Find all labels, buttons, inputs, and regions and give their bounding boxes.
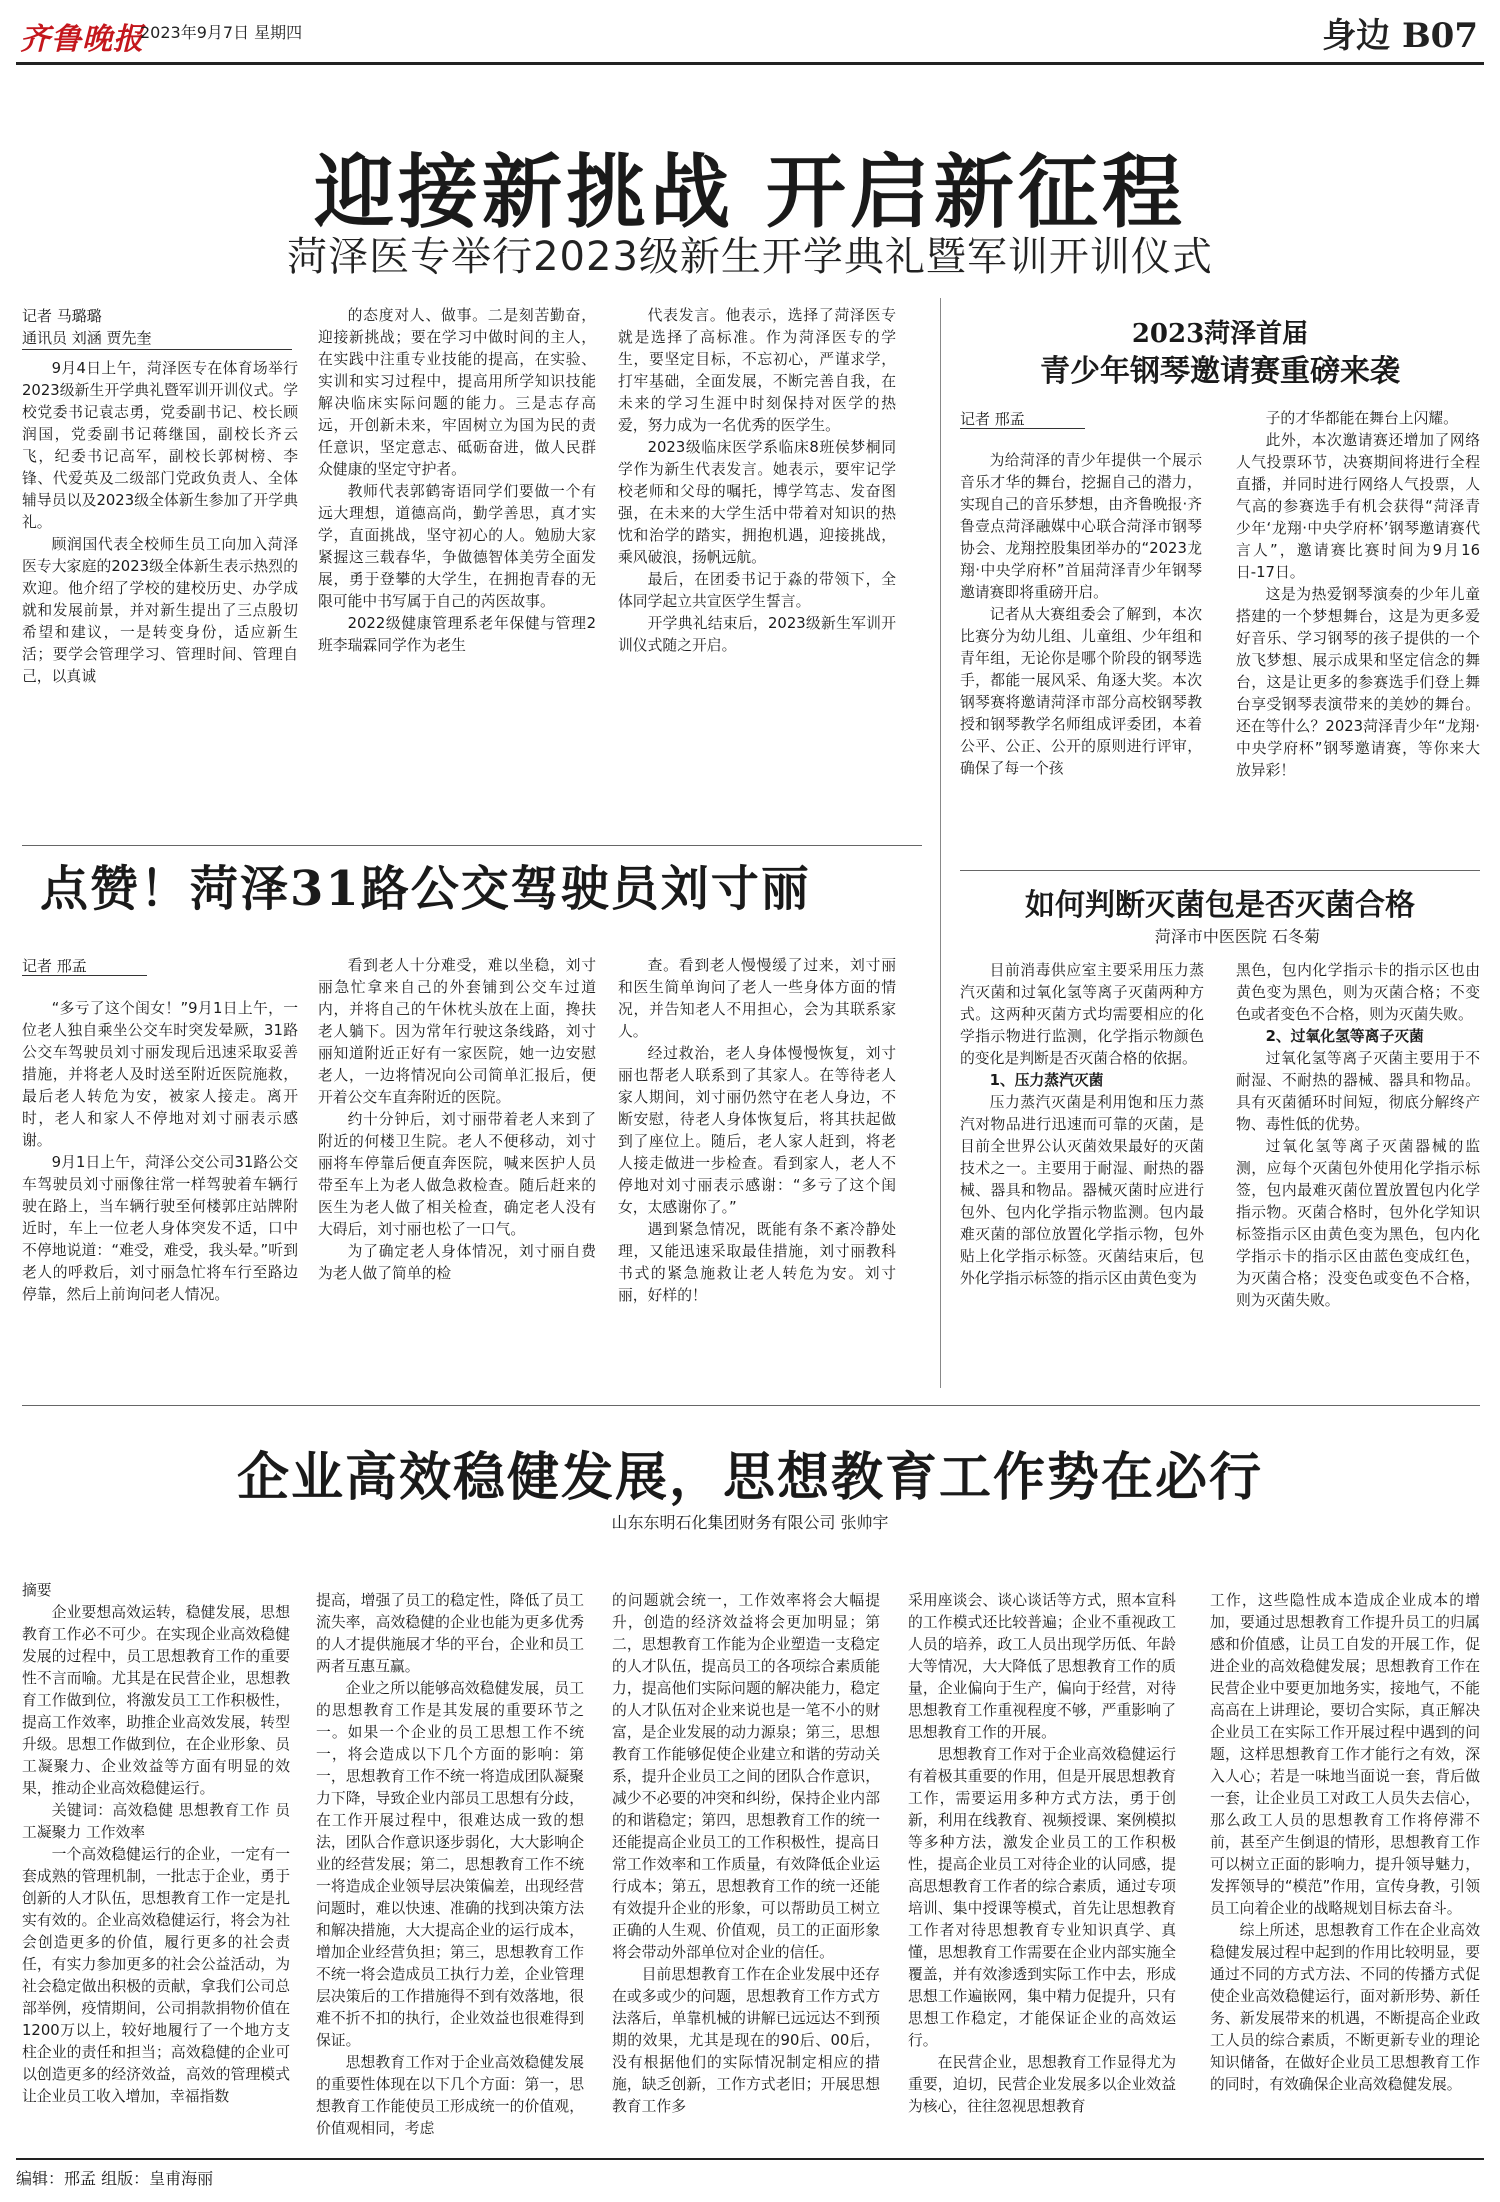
paragraph: 企业之所以能够高效稳健发展，员工的思想教育工作是其发展的重要环节之一。如果一个企业的员工思想工作不统一，将会造成以下几个方面的影响：第一，思想教育工作不统一将造成团队凝聚力下降，导致企业内部员工思想有分歧，在工作开展过程中，很难达成一致的想法，团队合作意识逐步弱化，大大影响企业的经营发展；第二，思想教育工作不统一将造成企业领导层决策偏差，出现经营问题时，难以快速、准确的找到决策方法和解决措施，大大提高企业的运行成本，增加企业经营负担；第三，思想教育工作不统一将会造成员工执行力差，企业管理层决策后的工作措施得不到有效落地，很难不折不扣的执行，企业效益也很难得到保证。 [316, 1680, 584, 2049]
section-divider [960, 870, 1480, 871]
article1-title: 迎接新挑战 开启新征程 [314, 145, 1186, 239]
section-divider [22, 845, 922, 846]
paragraph: 子的才华都能在舞台上闪耀。 [1265, 410, 1458, 427]
paragraph: 采用座谈会、谈心谈话等方式，照本宣科的工作模式还比较普遍；企业不重视政工人员的培养，政工人员出现学历低、年龄大等情况，大大降低了思想教育工作的质量，企业偏向于生产，偏向于经营，对待思想教育工作重视程度不够，严重影响了思想教育工作的开展。 [908, 1592, 1176, 1741]
article2-byline [960, 408, 1200, 430]
paragraph: 开学典礼结束后，2023级新生军训开训仪式随之开启。 [618, 615, 896, 654]
article5-col1 [22, 1580, 290, 2150]
article1-col3 [618, 305, 896, 753]
paragraph: 过氧化氢等离子灭菌主要用于不耐湿、不耐热的器械、器具和物品。具有灭菌循环时间短，彻底分解终产物、毒性低的优势。 [1236, 1050, 1480, 1133]
paragraph: 目前思想教育工作在企业发展中还存在或多或少的问题，思想教育工作方式方法落后，单靠机械的讲解已远远达不到预期的效果，尤其是现在的90后、00后，没有根据他们的实际情况制定相应的措施，缺乏创新，工作方式老旧；开展思想教育工作多 [612, 1966, 880, 2115]
article2-title-line1: 2023菏泽首届 [1131, 319, 1309, 349]
paragraph: 摘要 [22, 1582, 52, 1599]
article5-author: 山东东明石化集团财务有限公司 张帅宇 [611, 1513, 889, 1532]
paragraph: 的态度对人、做事。二是刻苦勤奋，迎接新挑战；要在学习中做时间的主人，在实践中注重专业技能的提高，在实验、实训和实习过程中，提高用所学知识技能解决临床实际问题的能力。三是志存高远，开创新未来，牢固树立为国为民的责任意识，坚定意志、砥砺奋进，做人民群众健康的坚定守护者。 [318, 307, 596, 478]
paragraph: 关键词：高效稳健 思想教育工作 员工凝聚力 工作效率 [22, 1802, 290, 1841]
footer-divider [16, 2158, 1484, 2160]
article4-title: 如何判断灭菌包是否灭菌合格 [1025, 888, 1415, 923]
article1-col2 [318, 305, 596, 753]
paragraph: “多亏了这个闺女！”9月1日上午，一位老人独自乘坐公交车时突发晕厥，31路公交车驾驶员刘寸丽发现后迅速采取妥善措施，并将老人及时送至附近医院施救，最后老人转危为安，被家人接走。离开时，老人和家人不停地对刘寸丽表示感谢。 [22, 1000, 298, 1149]
article1-subtitle: 菏泽医专举行2023级新生开学典礼暨军训开训仪式 [287, 234, 1213, 280]
paragraph: 过氧化氢等离子灭菌器械的监测，应每个灭菌包外使用化学指示标签，包内最难灭菌位置放置包内化学指示物。灭菌合格时，包外化学知识标签指示区由黄色变为黑色，包内化学指示卡的指示区由蓝色变成红色，为灭菌合格；没变色或变色不合格，则为灭菌失败。 [1236, 1138, 1480, 1309]
article1-col1 [22, 358, 298, 753]
article2-col2 [1236, 408, 1480, 890]
article4-author: 菏泽市中医医院 石冬菊 [1154, 927, 1320, 946]
paragraph: 经过救治，老人身体慢慢恢复，刘寸丽也帮老人联系到了其家人。在等待老人家人期间，刘寸丽仍然守在老人身边，不断安慰，待老人身体恢复后，将其扶起做到了座位上。随后，老人家人赶到，将老人接走做进一步检查。看到家人，老人不停地对刘寸丽表示感谢：“多亏了这个闺女，太感谢你了。” [618, 1045, 896, 1216]
article5-col4 [908, 1590, 1176, 2150]
paragraph: 2023级临床医学系临床8班侯梦桐同学作为新生代表发言。她表示，要牢记学校老师和父母的嘱托，博学笃志、发奋图强，在未来的大学生活中带着对知识的热忱和治学的踏实，拥抱机遇，迎接挑战，乘风破浪，扬帆远航。 [618, 439, 896, 566]
article3-col3 [618, 955, 896, 1393]
paragraph: 企业要想高效运转，稳健发展，思想教育工作必不可少。在实现企业高效稳健发展的过程中，员工思想教育工作的重要性不言而喻。尤其是在民营企业，思想教育工作做到位，将激发员工工作积极性，提高工作效率，助推企业高效发展，转型升级。思想工作做到位，在企业形象、员工凝聚力、企业效益等方面有明显的效果，推动企业高效稳健运行。 [22, 1604, 290, 1797]
paragraph: 查。看到老人慢慢缓了过来，刘寸丽和医生简单询问了老人一些身体方面的情况，并告知老人不用担心，会为其联系家人。 [618, 957, 896, 1040]
article3-col2 [318, 955, 596, 1393]
article1-byline [22, 305, 292, 350]
article5-col5 [1210, 1590, 1480, 2150]
subheading: 1、压力蒸汽灭菌 [989, 1072, 1104, 1089]
section-divider [22, 1405, 1480, 1406]
article2-col1 [960, 450, 1202, 890]
paragraph: 工作，这些隐性成本造成企业成本的增加，要通过思想教育工作提升员工的归属感和价值感，让员工自发的开展工作，促进企业的高效稳健发展；思想教育工作在民营企业中要更加地务实，接地气，不能高高在上讲理论，要切合实际，真正解决企业员工在实际工作开展过程中遇到的问题，这样思想教育工作才能行之有效，深入人心；若是一味地当面说一套，背后做一套，让企业员工对政工人员失去信心，那么政工人员的思想教育工作将停滞不前，甚至产生倒退的情形，思想教育工作可以树立正面的影响力，提升领导魅力，发挥领导的“模范”作用，宣传身教，引领员工向着企业的战略规划目标去奋斗。 [1210, 1592, 1480, 1917]
paragraph: 思想教育工作对于企业高效稳健运行有着极其重要的作用，但是开展思想教育工作，需要运用多种方式方法，勇于创新，利用在线教育、视频授课、案例模拟等多种方法，激发企业员工的工作积极性，提高企业员工对待企业的认同感，提高思想教育工作者的综合素质，通过专项培训、集中授课等模式，首先让思想教育工作者对待思想教育专业知识真学、真懂，思想教育工作需要在企业内部实施全覆盖，并有效渗透到实际工作中去，形成思想工作遍嵌网，集中精力促提升，只有思想工作稳定，才能保证企业的高效运行。 [908, 1746, 1176, 2049]
article2-byline-reporter: 记者 邢孟 [960, 410, 1085, 429]
paragraph: 遇到紧急情况，既能有条不紊冷静处理，又能迅速采取最佳措施，刘寸丽教科书式的紧急施救让老人转危为安。刘寸丽，好样的！ [618, 1221, 896, 1304]
article3-title: 点赞！菏泽31路公交驾驶员刘寸丽 [40, 861, 811, 917]
paragraph: 为了确定老人身体情况，刘寸丽自费为老人做了简单的检 [318, 1243, 596, 1282]
paragraph: 2022级健康管理系老年保健与管理2班李瑞霖同学作为老生 [318, 615, 596, 654]
column-divider [940, 298, 941, 1388]
article3-byline-reporter: 记者 邢孟 [22, 957, 147, 976]
paragraph: 9月4日上午，菏泽医专在体育场举行2023级新生开学典礼暨军训开训仪式。学校党委书记袁志勇，党委副书记、校长顾润国，党委副书记蒋继国，副校长齐云飞，纪委书记高军，副校长郭树榜、李锋、代爱英及二级部门党政负责人、全体辅导员以及2023级全体新生参加了开学典礼。 [22, 360, 298, 531]
paragraph: 为给菏泽的青少年提供一个展示音乐才华的舞台，挖掘自己的潜力，实现自己的音乐梦想，由齐鲁晚报·齐鲁壹点菏泽融媒中心联合菏泽市钢琴协会、龙翔控股集团举办的“2023龙翔·中央学府杯”首届菏泽青少年钢琴邀请赛即将重磅开启。 [960, 452, 1202, 601]
article2-title [960, 315, 1480, 391]
article4-col1 [960, 960, 1204, 1393]
paragraph: 此外，本次邀请赛还增加了网络人气投票环节，决赛期间将进行全程直播，并同时进行网络人气投票，人气高的参赛选手有机会获得“菏泽青少年‘龙翔·中央学府杯’钢琴邀请赛代言人”，邀请赛比赛时间为9月16日-17日。 [1236, 432, 1480, 581]
article1-byline-correspondent: 通讯员 刘涵 贾先奎 [22, 327, 292, 350]
footer-credits: 编辑：邢孟 组版：皇甫海丽 [16, 2169, 214, 2188]
paragraph: 记者从大赛组委会了解到，本次比赛分为幼儿组、儿童组、少年组和青年组，无论你是哪个阶段的钢琴选手，都能一展风采、角逐大奖。本次钢琴赛将邀请菏泽市部分高校钢琴教授和钢琴教学名师组成评委团，本着公平、公正、公开的原则进行评审，确保了每一个孩 [960, 606, 1202, 777]
paragraph: 9月1日上午，菏泽公交公司31路公交车驾驶员刘寸丽像往常一样驾驶着车辆行驶在路上，当车辆行驶至何楼郭庄站牌附近时，车上一位老人身体突发不适，口中不停地说道：“难受，难受，我头晕。”听到老人的呼救后，刘寸丽急忙将车行至路边停靠，然后上前询问老人情况。 [22, 1154, 298, 1303]
article3-col1 [22, 998, 298, 1393]
article5-col3 [612, 1590, 880, 2150]
article2-title-line2: 青少年钢琴邀请赛重磅来袭 [1040, 354, 1400, 389]
paragraph: 综上所述，思想教育工作在企业高效稳健发展过程中起到的作用比较明显，要通过不同的方式方法、不同的传播方式促使企业高效稳健运行，面对新形势、新任务、新发展带来的机遇，不断提高企业政工人员的综合素质，不断更新专业的理论知识储备，在做好企业员工思想教育工作的同时，有效确保企业高效稳健发展。 [1210, 1922, 1480, 2093]
paragraph: 这是为热爱钢琴演奏的少年儿童搭建的一个梦想舞台，这是为更多爱好音乐、学习钢琴的孩子提供的一个放飞梦想、展示成果和坚定信念的舞台，这是让更多的参赛选手们登上舞台享受钢琴表演带来的美妙的舞台。还在等什么？2023菏泽青少年“龙翔·中央学府杯”钢琴邀请赛，等你来大放异彩！ [1236, 586, 1480, 779]
paragraph: 在民营企业，思想教育工作显得尤为重要，迫切，民营企业发展多以企业效益为核心，往往忽视思想教育 [908, 2054, 1176, 2115]
paragraph: 顾润国代表全校师生员工向加入菏泽医专大家庭的2023级全体新生表示热烈的欢迎。他介绍了学校的建校历史、办学成就和发展前景，并对新生提出了三点殷切希望和建议，一是转变身份，适应新生活；要学会管理学习、管理时间、管理自己，以真诚 [22, 536, 298, 685]
paragraph: 代表发言。他表示，选择了菏泽医专就是选择了高标准。作为菏泽医专的学生，要坚定目标，不忘初心，严谨求学，打牢基础，全面发展，不断完善自我，在未来的学习生涯中时刻保持对医学的热爱，努力成为一名优秀的医学生。 [618, 307, 896, 434]
article5-title: 企业高效稳健发展，思想教育工作势在必行 [236, 1447, 1263, 1508]
article1-byline-reporter: 记者 马璐璐 [22, 307, 102, 325]
paragraph: 最后，在团委书记于淼的带领下，全体同学起立共宣医学生誓言。 [618, 571, 896, 610]
paragraph: 提高，增强了员工的稳定性，降低了员工流失率，高效稳健的企业也能为更多优秀的人才提供施展才华的平台，企业和员工两者互惠互赢。 [316, 1592, 584, 1675]
article3-byline [22, 955, 292, 977]
section-label: 身边 B07 [1322, 16, 1478, 56]
issue-date: 2023年9月7日 星期四 [140, 23, 303, 42]
paragraph: 目前消毒供应室主要采用压力蒸汽灭菌和过氧化氢等离子灭菌两种方式。这两种灭菌方式均需要相应的化学指示物进行监测，化学指示物颜色的变化是判断是否灭菌合格的依据。 [960, 962, 1204, 1067]
article5-col2 [316, 1590, 584, 2150]
paragraph: 黑色，包内化学指示卡的指示区也由黄色变为黑色，则为灭菌合格；不变色或者变色不合格，则为灭菌失败。 [1236, 962, 1480, 1023]
article4-col2 [1236, 960, 1480, 1393]
paragraph: 约十分钟后，刘寸丽带着老人来到了附近的何楼卫生院。老人不便移动，刘寸丽将车停靠后便直奔医院，喊来医护人员带至车上为老人做急救检查。随后赶来的医生为老人做了相关检查，确定老人没有大碍后，刘寸丽也松了一口气。 [318, 1111, 596, 1238]
subheading: 2、过氧化氢等离子灭菌 [1265, 1028, 1424, 1045]
paragraph: 看到老人十分难受，难以坐稳，刘寸丽急忙拿来自己的外套铺到公交车过道内，并将自己的午休枕头放在上面，搀扶老人躺下。因为常年行驶这条线路，刘寸丽知道附近正好有一家医院，她一边安慰老人，一边将情况向公司简单汇报后，便开着公交车直奔附近的医院。 [318, 957, 596, 1106]
paragraph: 压力蒸汽灭菌是利用饱和压力蒸汽对物品进行迅速而可靠的灭菌，是目前全世界公认灭菌效果最好的灭菌技术之一。主要用于耐湿、耐热的器械、器具和物品。器械灭菌时应进行包外、包内化学指示物监测。包内最难灭菌的部位放置化学指示物，包外贴上化学指示标签。灭菌结束后，包外化学指示标签的指示区由黄色变为 [960, 1094, 1204, 1287]
paragraph: 一个高效稳健运行的企业，一定有一套成熟的管理机制，一批志于企业，勇于创新的人才队伍，思想教育工作一定是扎实有效的。企业高效稳健运行，将会为社会创造更多的价值，履行更多的社会责任，有实力参加更多的社会公益活动，为社会稳定做出积极的贡献，拿我们公司总部举例，疫情期间，公司捐款捐物价值在1200万以上，较好地履行了一个地方支柱企业的责任和担当；高效稳健的企业可以创造更多的经济效益，高效的管理模式让企业员工收入增加，幸福指数 [22, 1846, 290, 2105]
masthead-divider [16, 62, 1484, 65]
newspaper-logo: 齐鲁晚报 [20, 22, 144, 57]
paragraph: 的问题就会统一，工作效率将会大幅提升，创造的经济效益将会更加明显；第二，思想教育工作能为企业塑造一支稳定的人才队伍，提高员工的各项综合素质能力，提高他们实际问题的解决能力，稳定的人才队伍对企业来说也是一笔不小的财富，是企业发展的动力源泉；第三，思想教育工作能够促使企业建立和谐的劳动关系，提升企业员工之间的团队合作意识，减少不必要的冲突和纠纷，保持企业内部的和谐稳定；第四，思想教育工作的统一还能提高企业员工的工作积极性，提高日常工作效率和工作质量，有效降低企业运行成本；第五，思想教育工作的统一还能有效提升企业的形象，可以帮助员工树立正确的人生观、价值观，员工的正面形象将会带动外部单位对企业的信任。 [612, 1592, 880, 1961]
paragraph: 教师代表郭鹤寄语同学们要做一个有远大理想，道德高尚，勤学善思，真才实学，直面挑战，坚守初心的人。勉励大家紧握这三载春华，争做德智体美劳全面发展，勇于登攀的大学生，在拥抱青春的无限可能中书写属于自己的芮医故事。 [318, 483, 596, 610]
paragraph: 思想教育工作对于企业高效稳健发展的重要性体现在以下几个方面：第一，思想教育工作能使员工形成统一的价值观，价值观相同，考虑 [316, 2054, 584, 2137]
masthead [0, 0, 1500, 62]
